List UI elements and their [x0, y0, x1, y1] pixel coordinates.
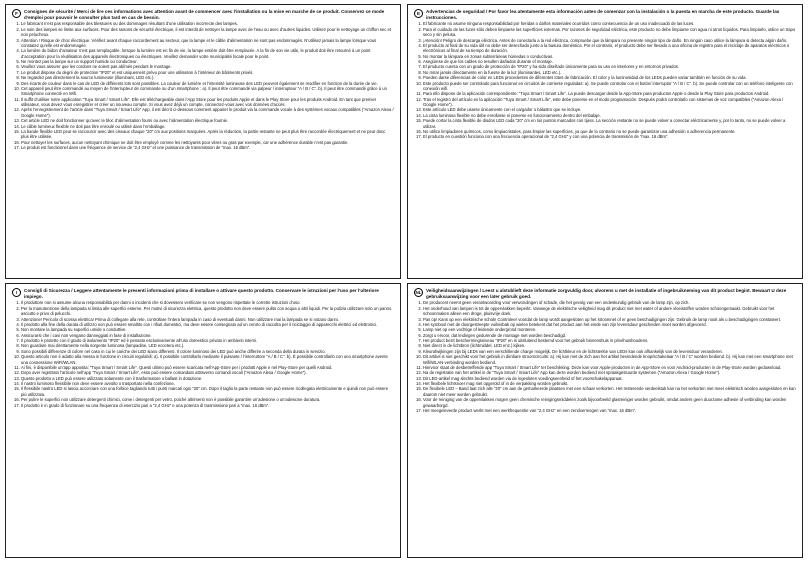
safety-list-item: 5. Ne montez pas la lampe sur un support humide ou conducteur.: [21, 59, 394, 64]
safety-list-item: 8. Ne regardez pas directement la source lumineuse (illuminant, LED etc.).: [21, 75, 394, 80]
safety-list-item: 11. Hiervoor staat de desbetreffende app “Tuya Smart / Smart Life” ter beschikking. Deze kan voor Apple-producten in de App-Store en voor Android-producten in de Play-Store worden gedownload.: [423, 365, 796, 370]
safety-list-item: 15. La bande flexible LED peut se raccourcir avec des ciseaux chaque “20” cm aux positions marquées. Après la réduction, la partie restante ne peut plus être raccordée électriquement et ne peut donc plus être utilisée.: [21, 129, 394, 140]
safety-list-item: 5. Non montare la lampada su superfici umide o conduttive.: [21, 327, 394, 332]
safety-list-item: 10. Dit artikel is niet geschikt voor het gebruik in dimbare stroomcircuits: a). Hij kan met de zich aan het artikel bevindende knop/schakelaar “A / B / C” worden bediend. b). Hij kan met een smartphone met Wifi/WLAN-verbinding worden bediend.: [423, 354, 796, 365]
safety-list-item: 14. Het flexibele lichtsnoer mag niet opgerold of in de verpakking worden gebruikt.: [423, 381, 796, 386]
safety-list-item: 7. Het product bezit beschermingsniveau “IP20” en is uitsluitend bestemd voor het gebruik binnenshuis in privéhuishoudens.: [423, 338, 796, 343]
safety-list-item: 11. Il suffit d’utiliser notre application “Tuya Smart / Smart Life”. Elle est téléchargeable dans l’App Store pour les produits Apple et dans le Play Store pour les produits Android. En tant que premier utilisateur, vous devez vous enregistrer et créer un nouveau compte. Si vous avez déjà un compte, connectez-vous avec vos données d’accès.: [21, 97, 394, 108]
safety-list-item: 12. Dopo aver registrato l’articolo nell’app “Tuya Smart / Smart Life”, esso può essere comandato attraverso comandi vocali (“Amazon Alexa / Google Home”).: [21, 370, 394, 375]
safety-list-item: 9. Des écarts de couleur dans le cas de LED de différents lots sont possibles. La couleur de lumière et l’intensité lumineuse des LED peuvent également se modifier en fonction de la durée de vie.: [21, 81, 394, 86]
safety-list-item: 10. Este producto puede ser controlado para funcionar en circuitos de corriente reguladas: a). Se puede controlar con el botón/ interruptor “A / B / C”. b). Se puede controlar con un teléfono inteligente con conexión wifi.: [423, 81, 796, 92]
language-panels-grid: [5, 4, 803, 558]
safety-list-item: 8. No mirar jamás directamente en la fuente de la luz (iluminantes, LED etc.).: [423, 70, 796, 75]
panel-dutch: [407, 283, 803, 558]
safety-list-item: 1. El fabricante no asume ninguna responsabilidad por heridas o daños materiales ocurridos como consecuencia de un uso inadecuado de las luces.: [423, 21, 796, 26]
safety-list-item: 13. Este artículo LED debe usarse únicamente con el cargador o bálastro que se incluye.: [423, 107, 796, 112]
safety-list-item: 6. Veuillez vous assurer que les cordons ne soient pas abîmés pendant le montage.: [21, 64, 394, 69]
safety-list-item: 15. Puede cortar la cinta flexible de diodos LED cada “20” cm en los puntos marcados con tijera. La sección restante no se puede volver a conectar eléctricamente y, por lo tanto, no se puede volver a utilizar.: [423, 118, 796, 129]
safety-list: [414, 21, 796, 139]
safety-list-item: 3. Attention ! Risque de choc électrique. Vérifiez avant chaque raccordement au secteur, que la lampe et le câble d’alimentation ne sont pas endommagés. N’utilisez jamais la lampe lorsque vous constatez qu’elle est endommagée.: [21, 38, 394, 49]
safety-list-item: 1. Il produttore non si assume alcuna responsabilità per danni o incidenti che si dovessero verificare se non vengono rispettate le corrette istruzioni d’uso.: [21, 300, 394, 305]
safety-list: [12, 21, 394, 150]
safety-list-item: 9. Kleurafwijkingen zijn bij LEDs van een verschillende charge mogelijk. De lichtkleur en de lichtsterkte van LEDs kan ook afhankelijk van de levensduur veranderen.: [423, 349, 796, 354]
panel-italian: [5, 283, 401, 558]
safety-list-item: 17. Het meegeleverde product werkt met een werkfrequentie van “2,4 GHz” en een zendvermogen van “max. 16 dBm”.: [423, 408, 796, 413]
safety-list-item: 6. Zorgt u ervoor, dat leidingen gedurende de montage niet worden beschadigd.: [423, 333, 796, 338]
safety-list-item: 5. No montar la lámpara en zonas subterráneas húmedas o conductivas.: [423, 54, 796, 59]
safety-list-item: 7. Le produit dispose du degré de protection “IP20” et est uniquement prévu pour une utilisation à l’intérieur de bâtiments privés.: [21, 70, 394, 75]
safety-list-item: 12. Après l’enregistrement de l’article dans “Tuya Smart / Smart Life” App, il est décrit ci-dessous comment appairer le produit via la commande vocale à des systèmes vocaux compatibles (“Amazon Alexa / Google Home”).: [21, 107, 394, 118]
safety-list-item: 2. Le soin des lampes se limite aux surfaces. Pour des raisons de sécurité électrique, il est interdit de nettoyer la lampe avec de l’eau ou avec d’autres liquides. Utilisez pour le nettoyage un chiffon sec et non pelucheux.: [21, 27, 394, 38]
safety-list-item: 3. Attenzione! Pericolo di scossa elettrica! Prima di collegare alla rete, controllare l’intera lampada in caso di eventuali danni. Non utilizzare mai la lampada se si notano danni.: [21, 317, 394, 322]
safety-list-item: 6. Asegúrese de que los cables no resulten dañados durante el montaje.: [423, 59, 796, 64]
panel-title: Advertencias de seguridad / Por favor lea atentamente esta información antes de comenzar con la instalación o la puesta en marcha de este producto. Guarde las instrucciones.: [426, 9, 780, 20]
safety-list: [414, 300, 796, 413]
safety-list-item: 7. Il prodotto è protetto con il grado di isolamento “IP20” ed è pensato esclusivamente all’uso domestico privato in ambienti interni.: [21, 338, 394, 343]
safety-list-item: 4. Il prodotto alla fine della durata di utilizzo non può essere smaltito con i rifiuti domestici, ma deve essere consegnato ad un centro di raccolta per il riciclaggio di apparecchi elettrici ed elettronici.: [21, 322, 394, 327]
safety-list-item: 17. El producto en cuestión funciona con una frecuencia operacional de “2,4 GHz” y con una potencia de transmisión de “max. 16 dBm”.: [423, 134, 796, 139]
safety-list-item: 15. Il flessibile nastro LED si lascia accorciare con una forbice tagliando tutti i punti marcati ogni “20” cm. Dopo il taglio la parte restante non può essere ricollegata elettricamente e quindi non può essere più utilizzata.: [21, 386, 394, 397]
language-flag-icon: I: [12, 288, 21, 297]
safety-list-item: 4. El producto al final de su vida útil no debe ser desechado junto a la basura doméstica. Por el contrario, el producto debe ser llevado a una oficina de registro para el reciclaje de aparatos eléctricos o electrónicos al final de su tiempo de duración.: [423, 43, 796, 54]
panel-title: Consignes de sécurité / Merci de lire ces informations avec attention avant de commencer avec l’installation ou la mise en marche de ce produit. Conservez ce mode d’emploi pour pouvoir le consulter plus tard en cas de besoin.: [24, 9, 385, 20]
safety-list-item: 16. No utilice limpiadores químicos, como limpiacristales, para limpiar las superficies, ya que de lo contrario no se puede garantizar una adhesión o adherencia permanente.: [423, 129, 796, 134]
panel-header: [12, 288, 394, 299]
safety-list-item: 5. Lamp niet op een vochtige of leidende ondergrond monteren.: [423, 327, 796, 332]
safety-list-item: 9. Sono possibili differenze di colore nel caso in cui le cariche dei LED siano differenti. Il colore luminoso dei LED può anche differire a seconda della durata in servizio.: [21, 349, 394, 354]
safety-list-item: 3. ¡Atención! Peligro de descarga eléctrica. Antes de conectarla a la red eléctrica, compruebe que la lámpara no presente ningún tipo de daño. En ningún caso utilice la lámpara si detecta algún daño.: [423, 38, 796, 43]
safety-list-item: 16. Per pulire le superfici non utilizzare detergenti chimici, come i detergenti per vetro, poiché altrimenti non è possibile garantire un’adesione o un’adesione duratura.: [21, 397, 394, 402]
safety-list-item: 13. Dit LED-artikel mag slechts bediend worden via de ingesloten voedingseenheid of het voorschakelapparaat.: [423, 376, 796, 381]
language-flag-icon: NL: [415, 290, 422, 295]
safety-list-item: 17. Il prodotto è in grado di funzionare su una frequenza di esercizio pari a “2,4 GHz” e una potenza di trasmissione pari a “max. 16 dBm”.: [21, 403, 394, 408]
safety-list-item: 13. Questo prodotto a LED può essere utilizzato solamente con il trasformatore o ballast in dotazione.: [21, 376, 394, 381]
safety-list-item: 2. Het onderhoud van lampen is tot de oppervlakken beperkt. Vanwege de elektrische veiligheid mag dit product niet met water of andere vloeistoffen worden schoongemaakt. Gebruikt voor het schoonmaken alleen een droge, pluisvrije doek.: [423, 306, 796, 317]
safety-list-item: 7. El producto cuenta con un grado de protección de “IP20” y ha sido diseñado únicamente para su uso en interiores y en entornos privados.: [423, 64, 796, 69]
safety-list: [12, 300, 394, 408]
safety-list-item: 10. Cet appareil peut être commandé au moyen de l’interrupteur de commande ou d’un smartphone : a). Il peut être commandé via palpeur / interrupteur “A / B / C”. b). Il peut être commandé grâce à un Smartphone connecté en Wifi.: [21, 86, 394, 97]
safety-list-item: 11. Ai fini, è disponibile un’app apposita: “Tuya Smart / Smart Life”. Questi ultimo può essere scaricata nell’App-Store per i prodotti Apple e nel Play-Store per quelli Android.: [21, 365, 394, 370]
safety-list-item: 12. Tras el registro del artículo en la aplicación “Tuya Smart / Smart Life”, este debe ponerse en el modo programación. Después podrá controlarlo con sistemas de voz compatibles (“Amazon Alexa / Google Home”).: [423, 97, 796, 108]
panel-title: Veiligheidsaanwijzingen / Leest u alstublieft deze informatie zorgvuldig door, alvorens u met de installatie of ingebruikneming van dit product begint. Bewaart U deze gebruiksaanwijzing voor een later gebruik goed.: [426, 288, 787, 299]
safety-list-item: 9. Pueden darse diferencias de color en LEDs procedentes de diferentes lotes de fabricación. El color y la luminosidad de los LEDs pueden variar también en función de su vida.: [423, 75, 796, 80]
safety-list-item: 2. Per la manutenzione della lampada si limita alle superfici esterne. Per motivi di sicurezza elettrica, questo prodotto non deve essere pulito con acqua o altri liquidi. Per la pulizia utilizzare solo un panno asciutto e privo di pelucchi.: [21, 306, 394, 317]
panel-header: [414, 9, 796, 20]
safety-list-item: 10. Questo articolo non è adatto alla messa in funzione in circuiti regolabili: a). Il possibile controllarlo mediante il pulsante / l’interruttore “A / B / C”. b). È possibile controllarlo con uno smartphone avente una connessione WiFi/WLAN.: [21, 354, 394, 365]
panel-header: [12, 9, 394, 20]
safety-list-item: 13. Cet article LED ne doit fonctionner qu’avec le bloc d’alimentation fourni ou avec l’alimentation électrique fournie.: [21, 118, 394, 123]
safety-list-item: 1. Le fabricant n’est pas responsable des blessures ou des dommages résultant d’une utilisation incorrecte des lampes.: [21, 21, 394, 26]
safety-list-item: 15. De flexibele LED – Band laat zich alle “20” cm aan de gemarkeerde plaatsen met een schaar verkorten. Het resterende verdeelstuk kan na het verkorten niet meer elektrisch worden aangesloten en kan daarom niet meer worden gebruikt.: [423, 386, 796, 397]
safety-list-item: 6. Assicurarsi che i cavi non vengano danneggiati in fase di installazione.: [21, 333, 394, 338]
safety-list-item: 12. Na de registratie van het artikel in de “Tuya Smart / Smart Life” App kan deze worden bediend met spraakgestuurde systemen (“Amazon Alexa / Google Home”).: [423, 370, 796, 375]
safety-list-item: 14. La cinta luminosa flexible no debe enrollarse ni ponerse en funcionamiento dentro del embalaje.: [423, 113, 796, 118]
safety-list-item: 8. Niet direct in de lichtbron (lichtmiddel, LED enz.) kijken.: [423, 343, 796, 348]
language-flag-icon: F: [12, 9, 21, 18]
safety-list-item: 14. Il nastro luminoso flessibile non deve essere avvolto o trasportato nella confezione.: [21, 381, 394, 386]
safety-list-item: 4. La lumière du bidon d’amateur n’est pas remplaçable, lorsque la lumière est en fin de vie, la lampe entière doit être remplacée. A la fin de son vie utile, le produit doit être retourné à un point d’acceptation pour la réutilisation des appareils électroniques ou électriques. Veuillez demander votre municipalité locale pour le point.: [21, 48, 394, 59]
safety-list-item: 16. Pour nettoyer les surfaces, aucun nettoyant chimique ne doit être employé comme les nettoyants pour vitres ou gras par exemple, car une adhérence durable n’est pas garantie.: [21, 140, 394, 145]
panel-title: Consigli di Sicurezza / Leggere attentamente le presenti informazioni prima di installare o attivare questo prodotto. Conservare le istruzioni per l’uso per l’ulteriore impiego.: [24, 288, 379, 299]
safety-list-item: 14. Le câble lumineux flexible ne doit pas être enroulé ou utilisé dans l’emballage.: [21, 124, 394, 129]
panel-spanish: [407, 4, 803, 279]
language-flag-icon: E: [414, 9, 423, 18]
safety-list-item: 16. Voor de reiniging van de oppervlakken mogen geen chemische reinigingsmiddelen zoals bijvoorbeeld glasreiniger worden gebruikt, omdat anders geen duurzame adhesie of verbinding kan worden gewaarborgd.: [423, 397, 796, 408]
safety-list-item: 2. Para el cuidado de las luces sólo deben limpiarse las superficies externas. Por razones de seguridad eléctrica, este producto no debe limpiarse con agua ni otros líquidos. Para limpiarlo, utilice un trapo seco y sin pelusa.: [423, 27, 796, 38]
safety-list-item: 1. De producent neemt geen verantwoording voor verwondingen of schade, die het gevolg van een ondeskundig gebruik van de lamp zijn, op zich.: [423, 300, 796, 305]
safety-list-item: 8. Non guardare mai direttamente nella sorgente luminosa (lampadine, LED eccetera etc.).: [21, 343, 394, 348]
panel-french: [5, 4, 401, 279]
safety-list-item: 3. Pas op! Kans op een elektrische schok! Controleer voordat de lamp wordt aangesloten op het stroomnet of er geen beschadigingen zijn. Gebruik de lamp nooit als u beschadigingen constateert.: [423, 317, 796, 322]
safety-list-item: 17. Le produit est fonctionnel dans une fréquence de service de “2,4 GHz” et une puissance de transmission de “max. 16 dBm”.: [21, 145, 394, 150]
panel-header: [414, 288, 796, 299]
safety-list-item: 11. Para ello dispone de la aplicación correspondiente: “Tuya Smart / Smart Life”. La puede descargar desde la App-Store para productos Apple o desde la Play Store para productos Android.: [423, 91, 796, 96]
safety-list-item: 4. Het symbool met de doorgestreepte vuilnisbak op wielen betekent dat het product aan het einde van zijn levensduur gescheiden moet worden afgevoerd.: [423, 322, 796, 327]
